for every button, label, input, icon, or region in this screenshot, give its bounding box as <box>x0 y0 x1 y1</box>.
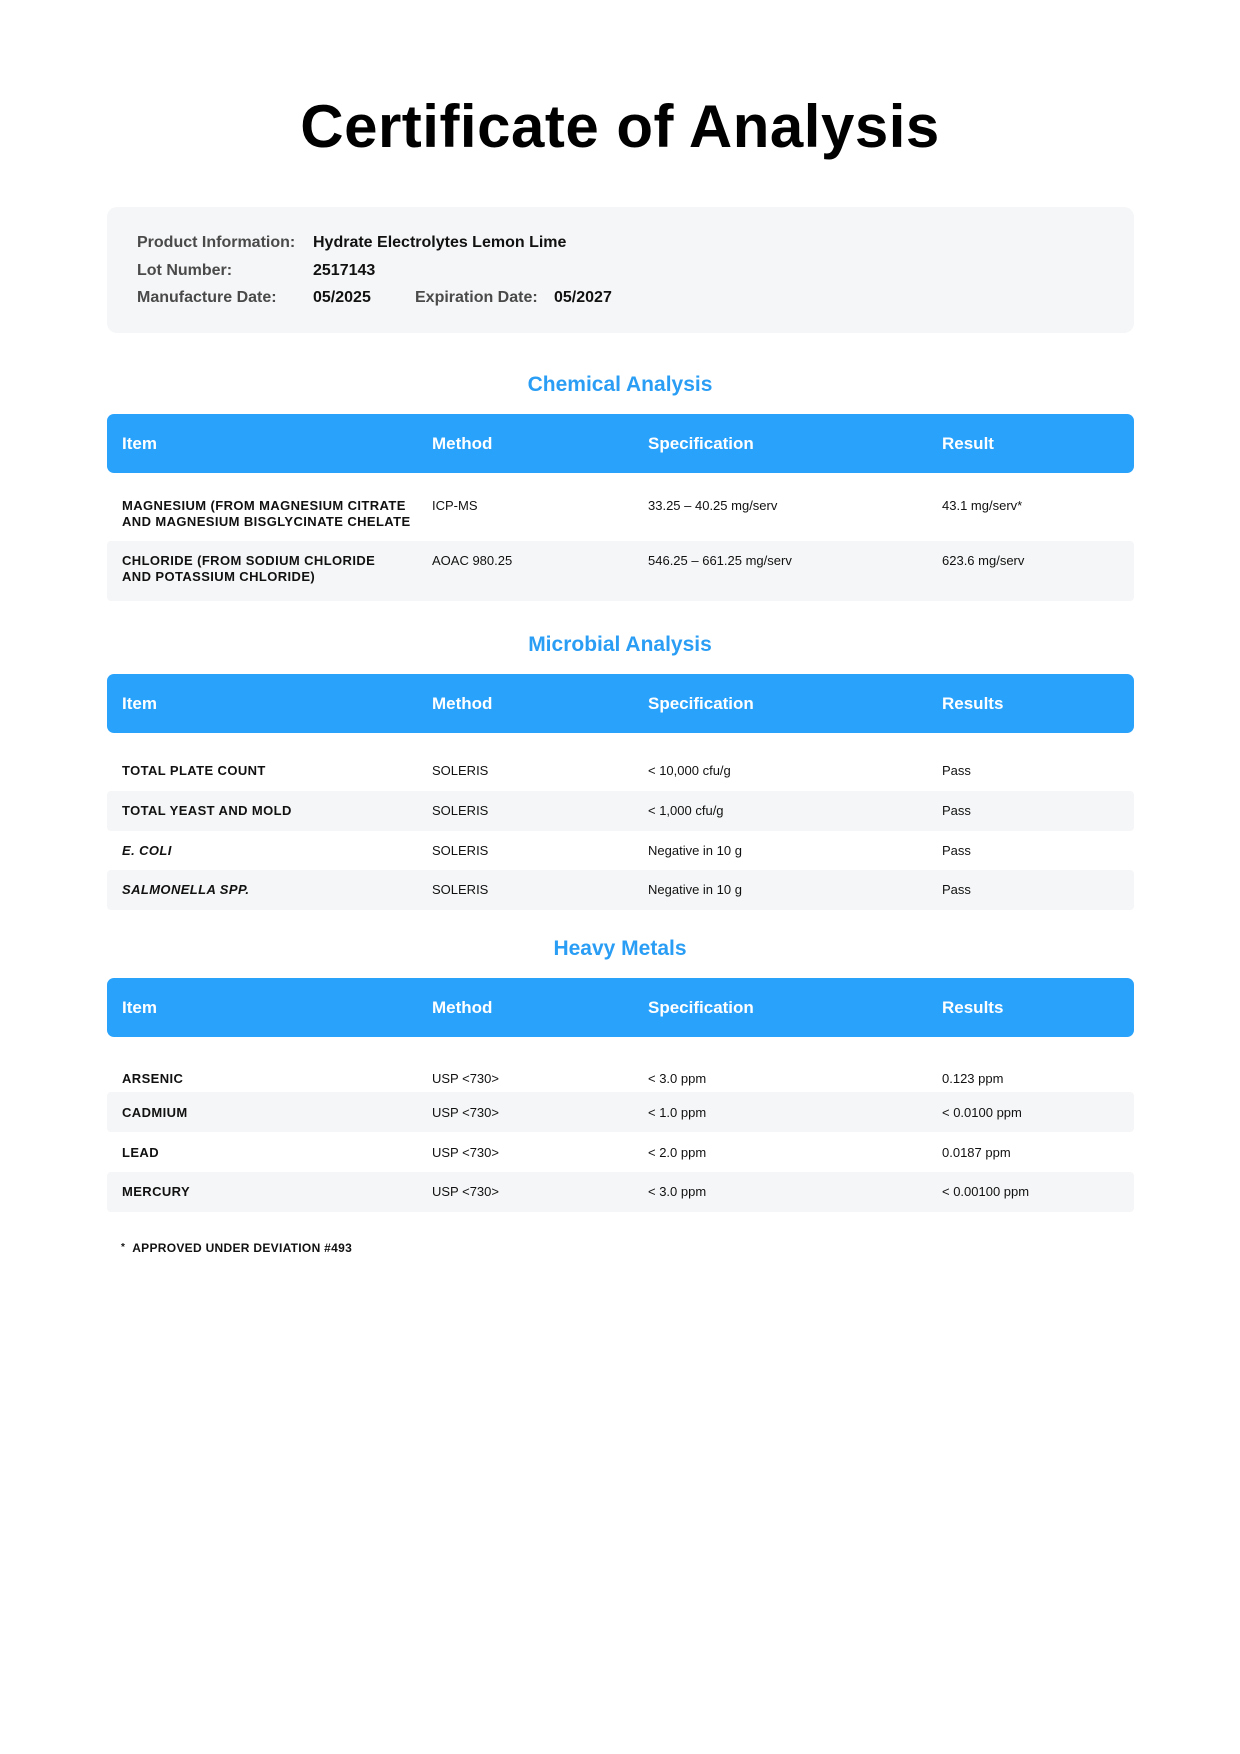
cell-item: SALMONELLA SPP. <box>122 882 250 897</box>
header-specification: Specification <box>648 694 754 713</box>
cell-method: USP <730> <box>432 1071 499 1086</box>
cell-method: SOLERIS <box>432 803 489 818</box>
cell-specification: < 3.0 ppm <box>648 1071 707 1086</box>
cell-method: SOLERIS <box>432 882 489 897</box>
footnote-text: APPROVED UNDER DEVIATION #493 <box>132 1241 353 1255</box>
header-method: Method <box>432 998 493 1017</box>
cell-result: 0.123 ppm <box>942 1071 1004 1086</box>
cell-specification: 546.25 – 661.25 mg/serv <box>648 553 792 568</box>
table-row <box>107 1172 1134 1212</box>
cell-method: ICP-MS <box>432 498 478 513</box>
heavy-metals-title: Heavy Metals <box>553 937 687 960</box>
cell-method: USP <730> <box>432 1105 499 1120</box>
table-row <box>107 485 1134 541</box>
product-info-box <box>107 207 1134 333</box>
cell-item: E. COLI <box>122 843 172 858</box>
manufacture-date-value: 05/2025 <box>313 289 371 306</box>
header-results: Results <box>942 998 1004 1017</box>
table-header <box>107 414 1134 473</box>
chemical-analysis-title: Chemical Analysis <box>527 373 713 396</box>
heavy-metals-table <box>107 978 1134 1212</box>
header-item: Item <box>122 998 157 1017</box>
header-results: Results <box>942 694 1004 713</box>
table-row <box>107 541 1134 601</box>
cell-item: MAGNESIUM (FROM MAGNESIUM CITRATE AND MAGNESIUM BISGLYCINATE CHELATE <box>122 498 411 529</box>
cell-method: USP <730> <box>432 1184 499 1199</box>
cell-method: SOLERIS <box>432 843 489 858</box>
chemical-analysis-table <box>107 414 1134 601</box>
manufacture-date-label: Manufacture Date: <box>137 289 277 306</box>
cell-specification: < 1.0 ppm <box>648 1105 707 1120</box>
cell-method: USP <730> <box>432 1145 499 1160</box>
cell-result: 623.6 mg/serv <box>942 553 1025 568</box>
table-row <box>107 751 1134 791</box>
cell-result: Pass <box>942 763 971 778</box>
header-item: Item <box>122 434 157 453</box>
cell-item: MERCURY <box>122 1184 191 1199</box>
cell-result: Pass <box>942 843 971 858</box>
product-label: Product Information: <box>137 234 296 251</box>
cell-item: TOTAL YEAST AND MOLD <box>122 803 292 818</box>
cell-method: AOAC 980.25 <box>432 553 513 568</box>
cell-specification: < 2.0 ppm <box>648 1145 707 1160</box>
header-specification: Specification <box>648 434 754 453</box>
cell-specification: < 1,000 cfu/g <box>648 803 724 818</box>
table-row <box>107 1051 1134 1092</box>
table-header <box>107 978 1134 1037</box>
cell-item: LEAD <box>122 1145 159 1160</box>
table-row <box>107 1092 1134 1132</box>
page-title: Certificate of Analysis <box>300 93 940 160</box>
cell-result: 43.1 mg/serv* <box>942 498 1023 513</box>
cell-specification: Negative in 10 g <box>648 882 742 897</box>
cell-result: 0.0187 ppm <box>942 1145 1011 1160</box>
header-item: Item <box>122 694 157 713</box>
footnote-marker: * <box>121 1242 126 1253</box>
cell-specification: Negative in 10 g <box>648 843 742 858</box>
table-row <box>107 791 1134 831</box>
expiration-date-value: 05/2027 <box>554 289 612 306</box>
cell-specification: < 3.0 ppm <box>648 1184 707 1199</box>
table-row <box>107 831 1134 870</box>
cell-item: ARSENIC <box>122 1071 184 1086</box>
lot-label: Lot Number: <box>137 262 233 279</box>
cell-item: CHLORIDE (FROM SODIUM CHLORIDE AND POTASSIUM CHLORIDE) <box>122 553 376 584</box>
cell-result: Pass <box>942 882 971 897</box>
header-method: Method <box>432 694 493 713</box>
microbial-analysis-table <box>107 674 1134 910</box>
cell-result: < 0.0100 ppm <box>942 1105 1022 1120</box>
table-row <box>107 870 1134 910</box>
cell-item: TOTAL PLATE COUNT <box>122 763 266 778</box>
header-specification: Specification <box>648 998 754 1017</box>
expiration-date-label: Expiration Date: <box>415 289 538 306</box>
header-result: Result <box>942 434 994 453</box>
header-method: Method <box>432 434 493 453</box>
product-value: Hydrate Electrolytes Lemon Lime <box>313 234 567 251</box>
cell-specification: < 10,000 cfu/g <box>648 763 731 778</box>
cell-item: CADMIUM <box>122 1105 188 1120</box>
cell-specification: 33.25 – 40.25 mg/serv <box>648 498 778 513</box>
cell-result: Pass <box>942 803 971 818</box>
table-row <box>107 1132 1134 1172</box>
microbial-analysis-title: Microbial Analysis <box>528 633 712 656</box>
footnote <box>121 1241 352 1255</box>
cell-result: < 0.00100 ppm <box>942 1184 1030 1199</box>
table-header <box>107 674 1134 733</box>
lot-value: 2517143 <box>313 262 376 279</box>
cell-method: SOLERIS <box>432 763 489 778</box>
